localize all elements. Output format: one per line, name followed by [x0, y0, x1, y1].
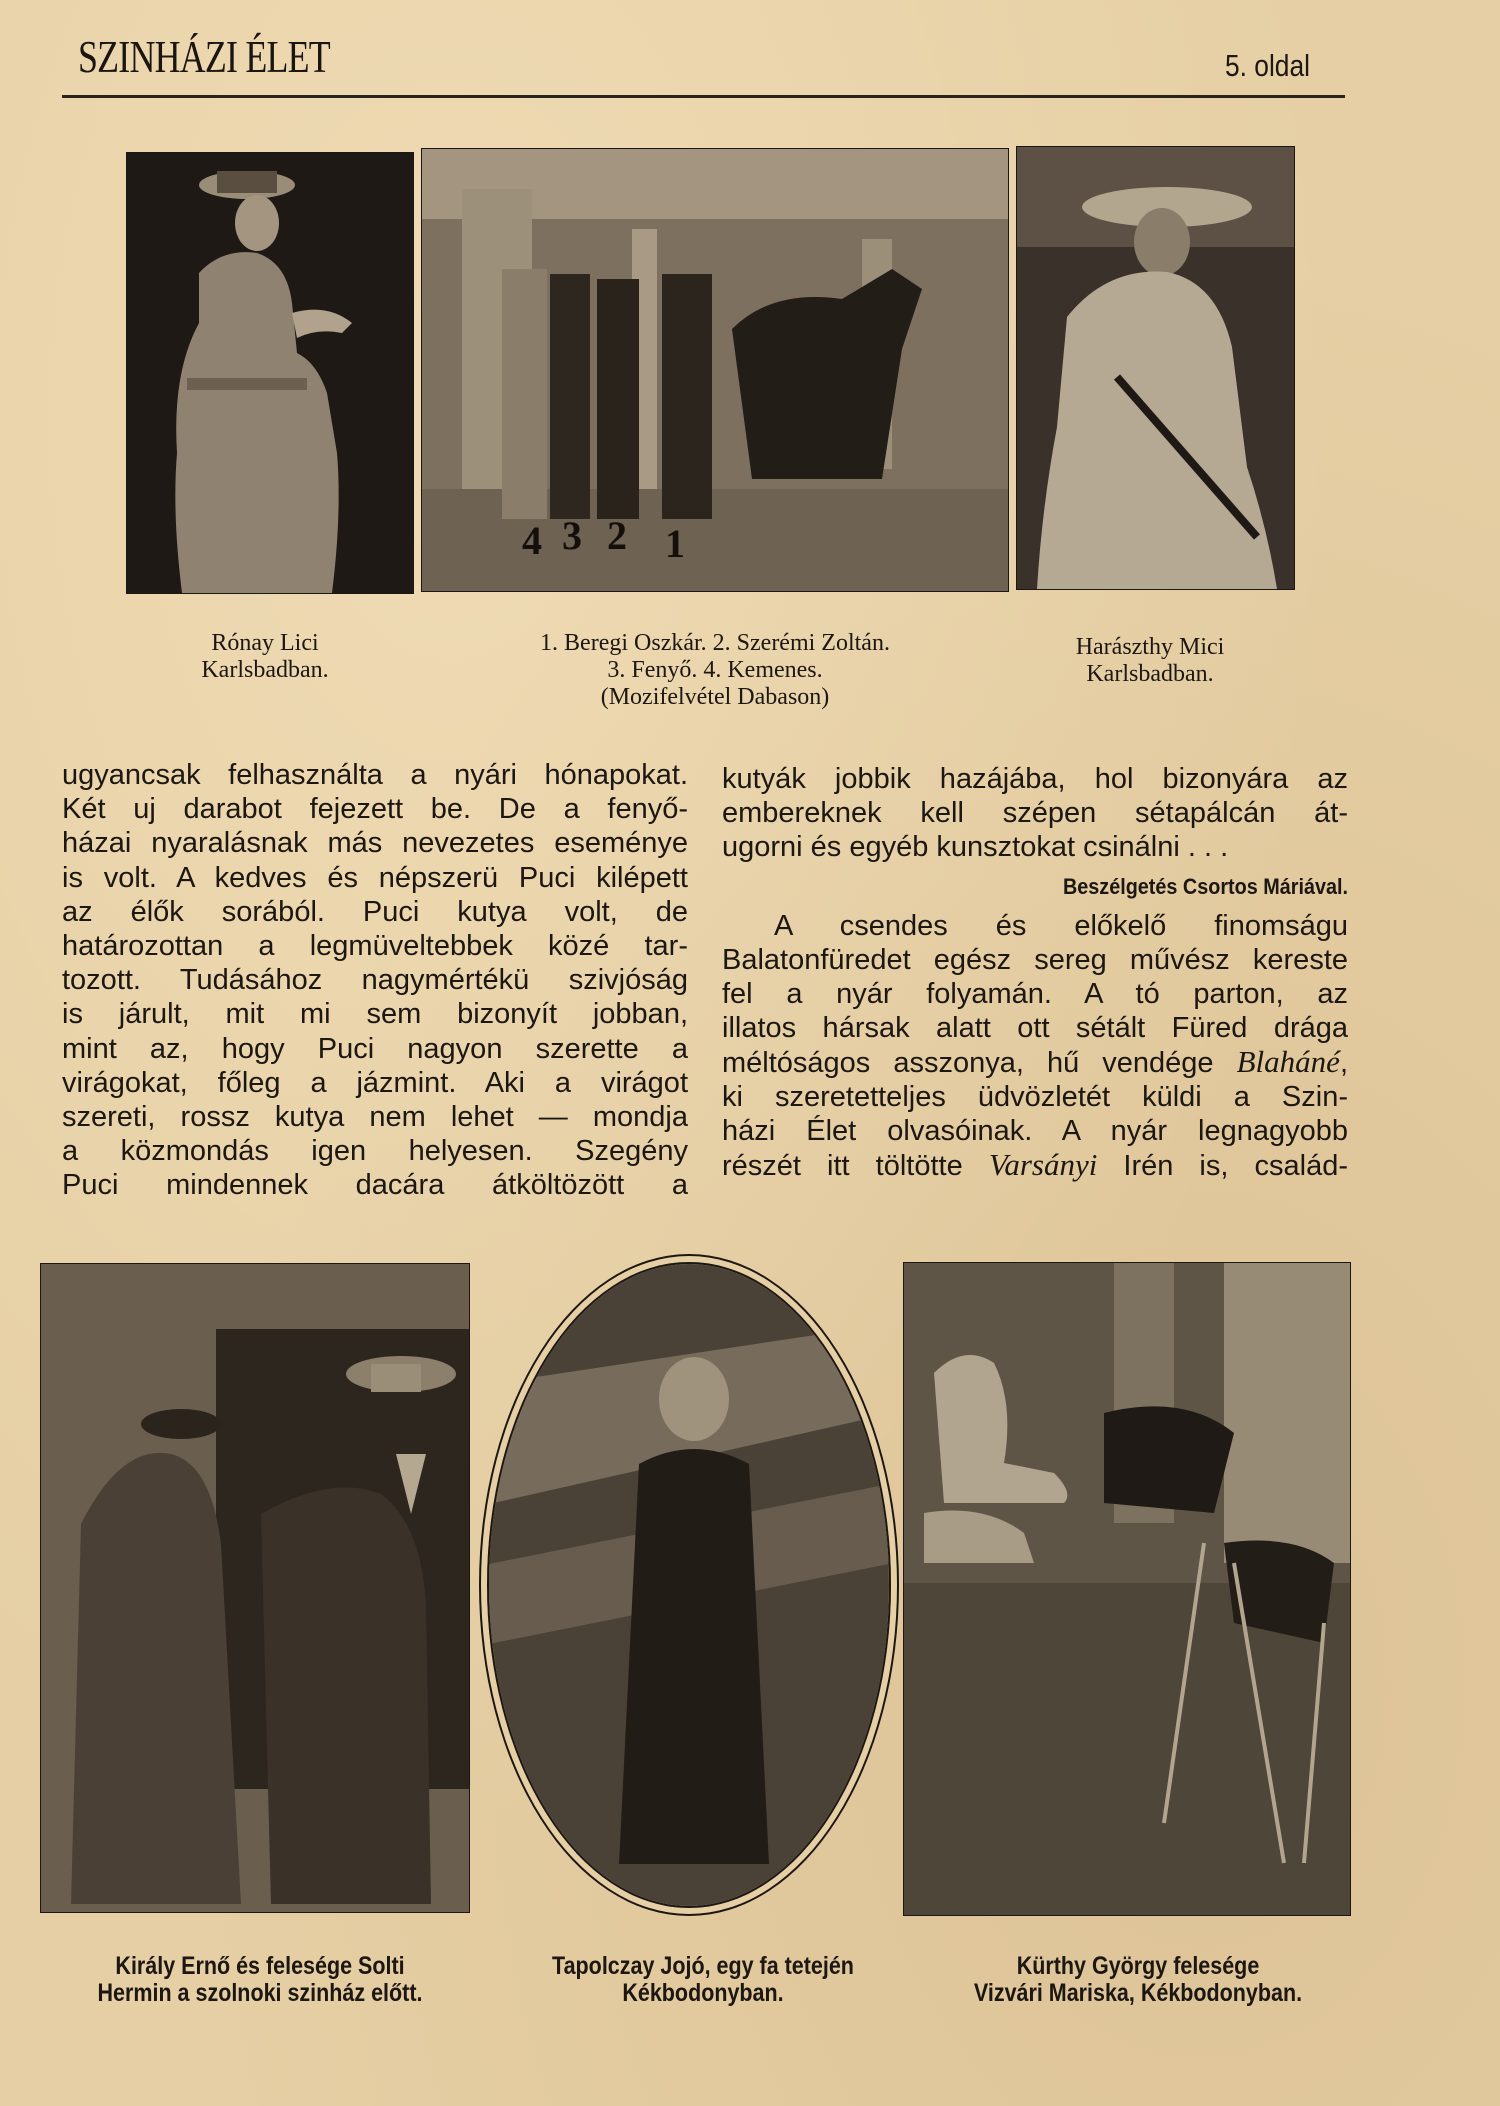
article-left-column — [62, 758, 688, 1202]
caption-line: (Mozifelvétel Dabason) — [600, 684, 830, 710]
caption-ronay-lici — [140, 630, 390, 684]
text-line: kutyák jobbik hazájába, hol bizonyára az — [722, 763, 1348, 795]
text-line: fel a nyár folyamán. A tó parton, az — [722, 977, 1348, 1010]
handwritten-mark-4: 4 — [522, 518, 542, 563]
caption-line: Karlsbadban. — [1086, 661, 1214, 687]
caption-line: 3. Fenyő. 4. Kemenes. — [607, 657, 823, 683]
text-line: ki szeretetteljes üdvözletét küldi a Szin- — [722, 1080, 1348, 1113]
header-rule — [62, 95, 1345, 98]
handwritten-mark-2: 2 — [607, 513, 627, 558]
caption-haraszthy-mici — [1030, 634, 1270, 688]
caption-line: Harászthy Mici — [1075, 634, 1225, 660]
text-line: ugyancsak felhasználta a nyári hónapokat. — [62, 759, 688, 791]
caption-line: Hermin a szolnoki szinház előtt. — [97, 1979, 423, 2007]
section-subheading: Beszélgetés Csortos Máriával. — [1062, 873, 1348, 899]
text-line: házai nyaralásnak más nevezetes eseménye — [62, 827, 688, 860]
text-line: A csendes és előkelő finomságu — [774, 909, 1348, 942]
italic-name-blahane: Blaháné — [1236, 1044, 1340, 1080]
article-right-column — [722, 762, 1348, 1182]
photo-kurthy-gyorgy-wife — [903, 1262, 1351, 1916]
caption-line: Király Ernő és felesége Solti — [115, 1952, 405, 1980]
text-line: szereti, rossz kutya nem lehet — mondja — [62, 1100, 688, 1133]
text-line: Két uj darabot fejezett be. De a fenyő- — [62, 793, 688, 826]
caption-line: 1. Beregi Oszkár. 2. Szerémi Zoltán. — [540, 630, 890, 656]
text-line: embereknek kell szépen sétapálcán át- — [722, 797, 1348, 830]
text-line: Balatonfüredet egész sereg művész kereste — [722, 943, 1348, 976]
italic-name-varsanyi: Varsányi — [988, 1146, 1098, 1182]
masthead: SZINHÁZI ÉLET — [78, 31, 330, 82]
photo-ronay-lici — [126, 152, 414, 594]
text-line: határozottan a legmüveltebbek közé tar- — [62, 929, 688, 962]
text-line: házi Élet olvasóinak. A nyár legnagyobb — [722, 1114, 1348, 1147]
text-line: virágokat, főleg a jázmint. Aki a virágot — [62, 1066, 688, 1099]
text-line: is járult, mit mi sem bizonyít jobban, — [62, 998, 688, 1031]
text-line: méltóságos asszonya, hű vendége Blaháné, — [722, 1044, 1348, 1080]
caption-kurthy-gyorgy — [949, 1953, 1327, 2007]
text-line: is volt. A kedves és népszerü Puci kilépett — [62, 861, 688, 894]
caption-line: Karlsbadban. — [201, 657, 329, 683]
caption-tapolczay-jojo — [518, 1953, 888, 2007]
page-number: 5. oldal — [1225, 48, 1310, 83]
photo-kiraly-erno-solti-hermin — [40, 1263, 470, 1913]
photo-haraszthy-mici — [1016, 146, 1295, 590]
text-line: az élők sorából. Puci kutya volt, de — [62, 895, 688, 928]
caption-line: Kürthy György felesége — [1016, 1952, 1260, 1980]
caption-line: Vizvári Mariska, Kékbodonyban. — [973, 1979, 1303, 2007]
text-line: tozott. Tudásához nagymértékü szivjóság — [62, 964, 688, 997]
text-line: Puci mindennek dacára átköltözött a — [62, 1169, 688, 1202]
caption-line: Tapolczay Jojó, egy fa tetején — [552, 1952, 854, 1980]
text-line: illatos hársak alatt ott sétált Füred drága — [722, 1012, 1348, 1045]
text-line: mint az, hogy Puci nagyon szerette a — [62, 1032, 688, 1065]
caption-kiraly-erno — [71, 1953, 449, 2007]
caption-line: Kékbodonyban. — [622, 1979, 784, 2007]
caption-film-shoot — [440, 630, 990, 711]
text-line: ugorni és egyéb kunsztokat csinálni . . . — [722, 831, 1229, 864]
handwritten-mark-3: 3 — [562, 513, 582, 558]
handwritten-mark-1: 1 — [665, 521, 685, 566]
photo-tapolczay-jojo-oval — [487, 1262, 891, 1908]
caption-line: Rónay Lici — [211, 630, 319, 656]
photo-film-shoot-dabas — [421, 148, 1009, 592]
text-line: a közmondás igen helyesen. Szegény — [62, 1135, 688, 1168]
text-line: részét itt töltötte Varsányi Irén is, család- — [722, 1146, 1348, 1182]
